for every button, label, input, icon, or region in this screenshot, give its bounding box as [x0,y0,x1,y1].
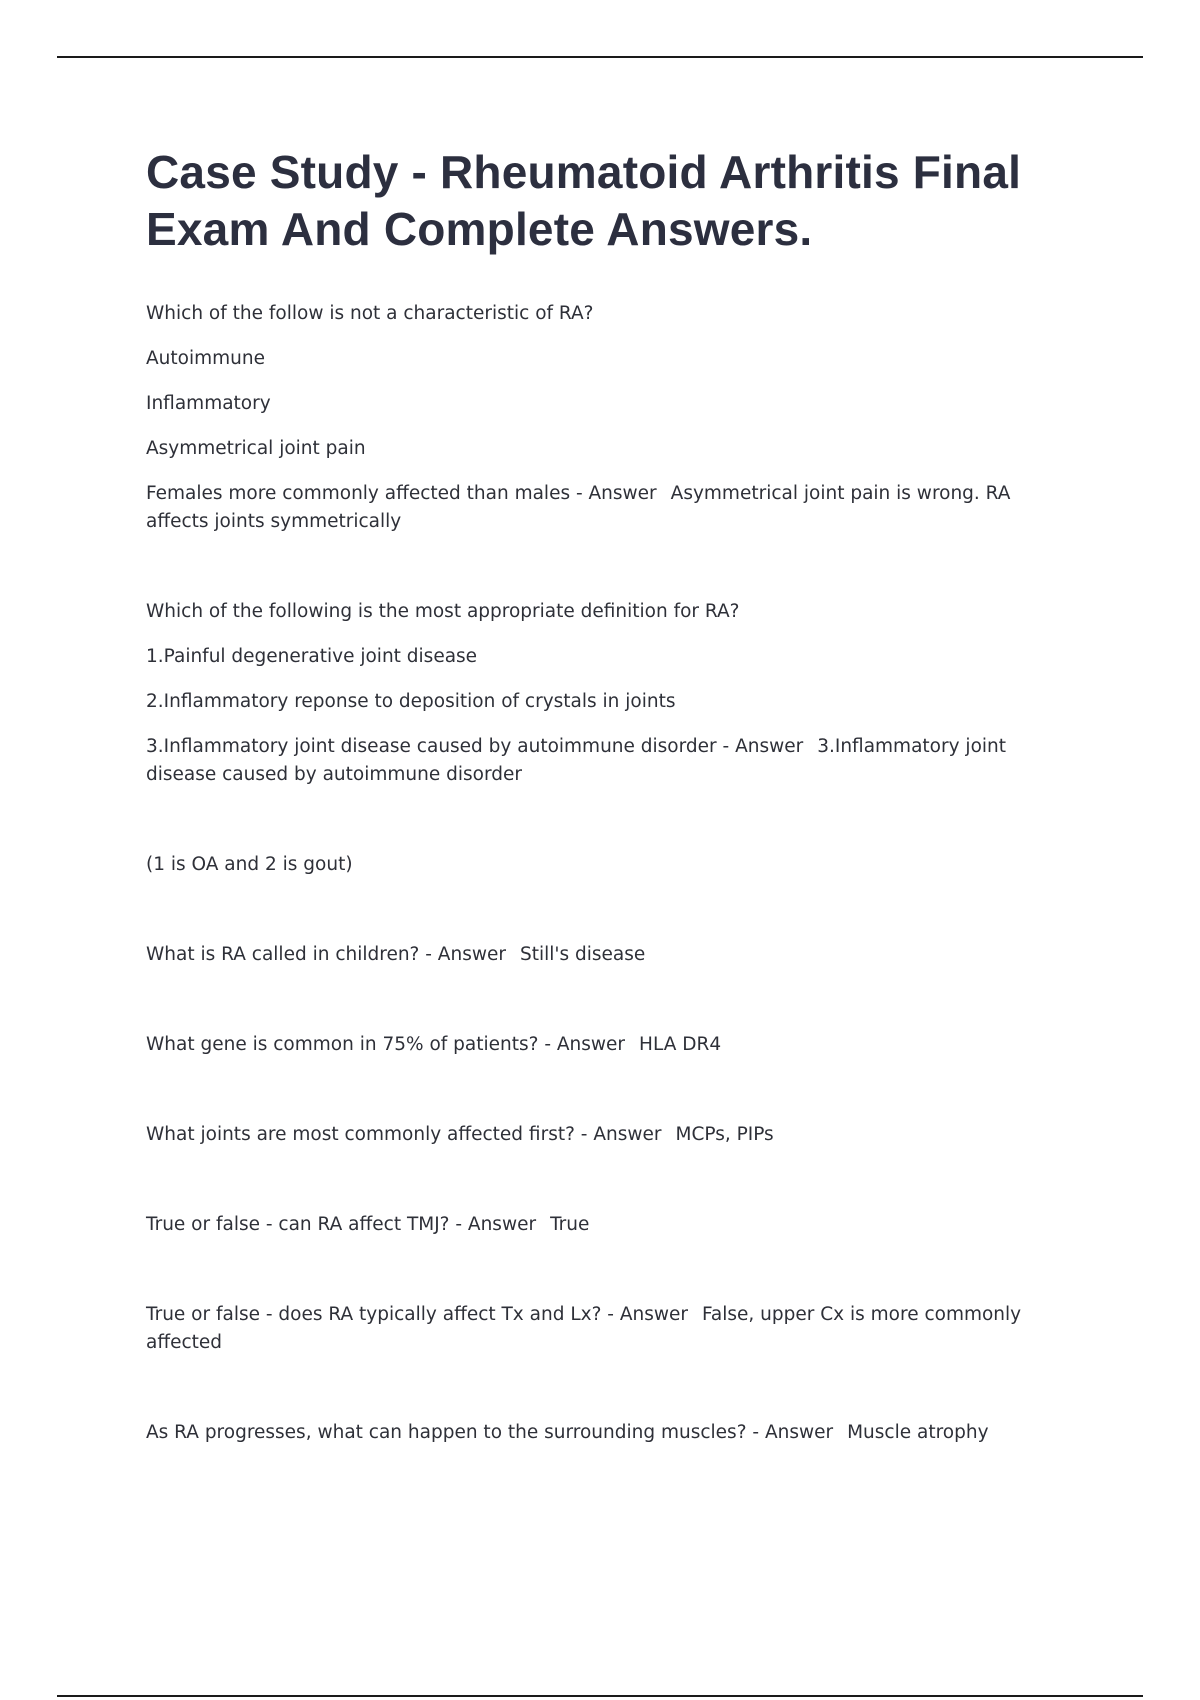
answer-text: False, upper Cx is more commonly affected [146,1304,1022,1353]
qa-item [146,1419,1076,1447]
answer-text: True [550,1214,590,1235]
answer-text: HLA DR4 [639,1034,722,1055]
answer-text: Muscle atrophy [847,1422,989,1443]
question-text: True or false - can RA affect TMJ? - Answer [146,1214,537,1235]
answer-text: Asymmetrical joint pain is wrong. RA affects joints symmetrically [146,483,1011,532]
answer-text: 3.Inflammatory joint disease caused by autoimmune disorder [146,736,1007,785]
qa-item [146,1211,1076,1239]
answer-text: Still's disease [519,944,646,965]
question-text: What gene is common in 75% of patients? - Answer [146,1034,626,1055]
answer-note: (1 is OA and 2 is gout) [146,854,353,875]
qa-item [146,1301,1076,1357]
qa-item [146,1121,1076,1149]
answer-option-final: Females more commonly affected than males - Answer [146,483,657,504]
qa-item [146,941,1076,969]
question-prompt: Which of the follow is not a characteristic of RA? [146,303,594,324]
question-text: True or false - does RA typically affect Tx and Lx? - Answer [146,1304,688,1325]
bottom-rule [57,1695,1143,1697]
question-text: As RA progresses, what can happen to the surrounding muscles? - Answer [146,1422,834,1443]
question-answer-line [146,480,1076,536]
question-text: What joints are most commonly affected first? - Answer [146,1124,662,1145]
question-text: What is RA called in children? - Answer [146,944,506,965]
question-prompt: Which of the following is the most appropriate definition for RA? [146,601,740,622]
answer-text: MCPs, PIPs [675,1124,774,1145]
qa-list [146,300,1076,1447]
page-title: Case Study - Rheumatoid Arthritis Final Exam And Complete Answers. [146,146,1022,255]
answer-option: 2.Inflammatory reponse to deposition of crystals in joints [146,691,676,712]
top-rule [57,56,1143,58]
question-answer-line [146,733,1076,789]
document-body [146,144,1076,1464]
answer-option: Inflammatory [146,393,271,414]
answer-option: 1.Painful degenerative joint disease [146,646,478,667]
answer-option: Asymmetrical joint pain [146,438,366,459]
answer-option-final: 3.Inflammatory joint disease caused by autoimmune disorder - Answer [146,736,804,757]
answer-option: Autoimmune [146,348,265,369]
qa-item [146,1031,1076,1059]
